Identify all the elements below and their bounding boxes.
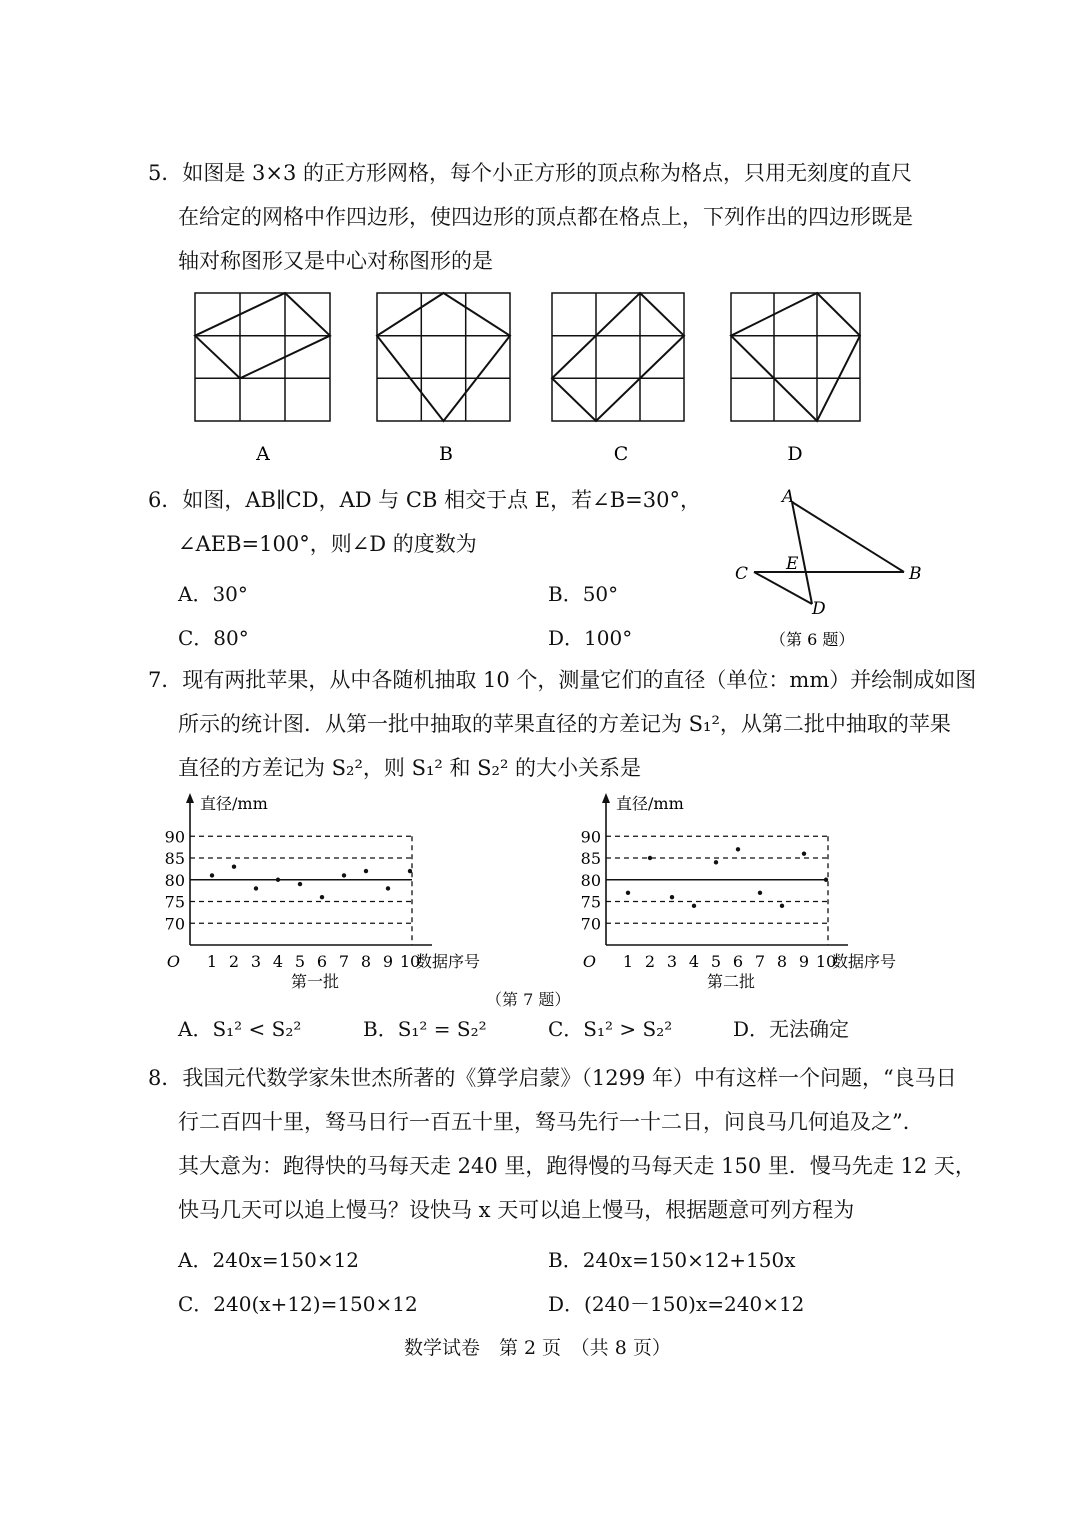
q8-line-1: 8．我国元代数学家朱世杰所著的《算学启蒙》（1299 年）中有这样一个问题，“良马日 <box>148 1066 957 1090</box>
q6-option-c[interactable]: C．80° <box>178 626 249 650</box>
chart2-ytick-70: 70 <box>580 914 601 934</box>
chart1-point-9 <box>386 886 390 890</box>
q7-caption: （第 7 题） <box>486 990 571 1009</box>
q6-option-a[interactable]: A．30° <box>178 582 248 606</box>
q6-option-b[interactable]: B．50° <box>548 582 619 606</box>
q5-line-3: 轴对称图形又是中心对称图形的是 <box>178 249 493 273</box>
chart2-point-10 <box>824 878 828 882</box>
q5-figures <box>0 285 1080 470</box>
segment-ab <box>792 502 904 572</box>
point-d: D <box>812 599 826 619</box>
chart1-title: 第一批 <box>290 972 340 991</box>
q7-option-d[interactable]: D．无法确定 <box>733 1017 850 1041</box>
q5-line-1: 5．如图是 3×3 的正方形网格，每个小正方形的顶点称为格点，只用无刻度的直尺 <box>148 161 913 185</box>
q6-geometry-figure <box>720 480 930 650</box>
chart2-x-axis-label: 数据序号 <box>832 952 897 971</box>
point-a: A <box>782 487 795 507</box>
chart2-point-5 <box>714 860 718 864</box>
q7-option-c[interactable]: C．S₁² > S₂² <box>548 1017 673 1041</box>
chart1-ytick-90: 90 <box>164 827 185 847</box>
chart1-point-7 <box>342 873 346 877</box>
chart1-xtick-3: 3 <box>250 952 262 971</box>
q8-option-a[interactable]: A．240x=150×12 <box>178 1248 360 1272</box>
q7-line-2: 所示的统计图．从第一批中抽取的苹果直径的方差记为 S₁²，从第二批中抽取的苹果 <box>178 712 951 736</box>
chart1-xtick-5: 5 <box>294 952 306 971</box>
point-b: B <box>909 564 922 584</box>
page-footer: 数学试卷 第 2 页 （共 8 页） <box>404 1337 671 1359</box>
chart2-point-6 <box>736 847 740 851</box>
chart2-point-8 <box>780 904 784 908</box>
chart2-point-1 <box>626 891 630 895</box>
q7-line-1: 7．现有两批苹果，从中各随机抽取 10 个，测量它们的直径（单位：mm）并绘制成如图 <box>148 668 977 692</box>
q7-option-b[interactable]: B．S₁² = S₂² <box>363 1017 487 1041</box>
chart2-point-3 <box>670 895 674 899</box>
q6-option-d[interactable]: D．100° <box>548 626 633 650</box>
chart1-xtick-8: 8 <box>360 952 372 971</box>
q6-line-1: 6．如图，AB∥CD，AD 与 CB 相交于点 E，若∠B=30°， <box>148 488 701 512</box>
chart2-point-4 <box>692 904 696 908</box>
q8-option-c[interactable]: C．240(x+12)=150×12 <box>178 1292 418 1316</box>
q8-line-2: 行二百四十里，驽马日行一百五十里，驽马先行一十二日，问良马几何追及之”． <box>178 1110 924 1134</box>
chart1-y-axis-label: 直径/mm <box>200 794 268 813</box>
chart1-ytick-80: 80 <box>164 870 185 890</box>
chart1-ytick-75: 75 <box>164 892 185 912</box>
figure-label-a: A <box>256 443 270 465</box>
chart2-origin-label: O <box>582 952 596 971</box>
chart2-ytick-80: 80 <box>580 870 601 890</box>
chart2-xtick-10: 10 <box>815 952 837 971</box>
chart1-point-1 <box>210 873 214 877</box>
q7-charts <box>160 785 920 995</box>
chart2-xtick-2: 2 <box>644 952 656 971</box>
chart1-origin-label: O <box>166 952 180 971</box>
grid-figure-d <box>731 293 860 421</box>
chart1-y-axis-arrow <box>186 793 194 803</box>
chart1-point-2 <box>232 865 236 869</box>
chart2-xtick-5: 5 <box>710 952 722 971</box>
chart2-xtick-9: 9 <box>798 952 810 971</box>
chart2-ytick-85: 85 <box>580 849 601 868</box>
q8-option-d[interactable]: D．(240－150)x=240×12 <box>548 1292 805 1316</box>
chart1-xtick-6: 6 <box>316 952 328 971</box>
chart2-title: 第二批 <box>706 972 756 991</box>
chart1-ytick-70: 70 <box>164 914 185 934</box>
q7-line-3: 直径的方差记为 S₂²，则 S₁² 和 S₂² 的大小关系是 <box>178 756 642 780</box>
chart2-xtick-7: 7 <box>754 952 766 971</box>
segment-cd <box>754 572 812 604</box>
chart1-point-3 <box>254 886 258 890</box>
chart1-point-4 <box>276 878 280 882</box>
chart1-point-5 <box>298 882 302 886</box>
grid-figure-c <box>552 293 684 421</box>
chart1-xtick-1: 1 <box>206 952 218 971</box>
chart1-xtick-9: 9 <box>382 952 394 971</box>
q6-line-2: ∠AEB=100°，则∠D 的度数为 <box>178 532 477 556</box>
chart1-xtick-10: 10 <box>399 952 421 971</box>
grid-figure-b <box>377 293 510 421</box>
grid-figure-a <box>195 293 330 421</box>
figure-label-b: B <box>439 443 453 465</box>
chart2-xtick-3: 3 <box>666 952 678 971</box>
chart2-y-axis-arrow <box>602 793 610 803</box>
chart2-ytick-90: 90 <box>580 827 601 847</box>
chart1-ytick-85: 85 <box>164 849 185 868</box>
q5-line-2: 在给定的网格中作四边形，使四边形的顶点都在格点上，下列作出的四边形既是 <box>178 205 913 229</box>
chart2-xtick-1: 1 <box>622 952 634 971</box>
q7-option-a[interactable]: A．S₁² < S₂² <box>178 1017 302 1041</box>
chart2-xtick-4: 4 <box>688 952 700 971</box>
chart2-ytick-75: 75 <box>580 892 601 912</box>
q8-line-3: 其大意为：跑得快的马每天走 240 里，跑得慢的马每天走 150 里．慢马先走 12 天， <box>178 1154 976 1178</box>
chart1-x-axis-label: 数据序号 <box>416 952 481 971</box>
chart1-point-10 <box>408 869 412 873</box>
q8-line-4: 快马几天可以追上慢马？设快马 x 天可以追上慢马，根据题意可列方程为 <box>178 1198 855 1222</box>
chart2-point-7 <box>758 891 762 895</box>
chart1-point-8 <box>364 869 368 873</box>
chart1-xtick-2: 2 <box>228 952 240 971</box>
point-e: E <box>786 554 799 574</box>
chart2-xtick-8: 8 <box>776 952 788 971</box>
figure-label-d: D <box>787 443 803 465</box>
chart1-point-6 <box>320 895 324 899</box>
chart2-xtick-6: 6 <box>732 952 744 971</box>
chart2-y-axis-label: 直径/mm <box>616 794 684 813</box>
figure-label-c: C <box>613 443 629 465</box>
chart2-point-2 <box>648 856 652 860</box>
point-c: C <box>735 564 749 584</box>
chart2-point-9 <box>802 851 806 855</box>
q6-caption: （第 6 题） <box>770 630 855 649</box>
segment-ad <box>792 502 812 604</box>
chart1-xtick-4: 4 <box>272 952 284 971</box>
chart1-xtick-7: 7 <box>338 952 350 971</box>
q8-option-b[interactable]: B．240x=150×12+150x <box>548 1248 796 1272</box>
